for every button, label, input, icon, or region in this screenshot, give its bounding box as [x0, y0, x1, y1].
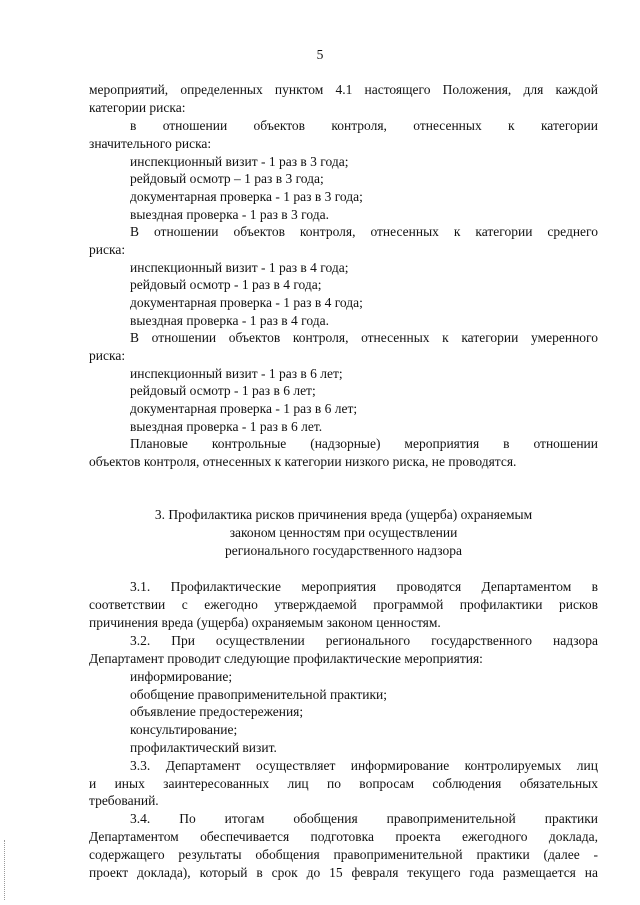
text-line: категории риска: [89, 100, 186, 115]
list-item: документарная проверка - 1 раз в 4 года; [130, 295, 363, 310]
section-heading: регионального государственного надзора [224, 543, 463, 558]
list-item: документарная проверка - 1 раз в 6 лет; [130, 401, 358, 416]
list-item: инспекционный визит - 1 раз в 3 года; [130, 154, 349, 169]
text-line: требований. [89, 793, 159, 808]
text-line: В отношении объектов контроля, отнесенных к категории среднего [130, 224, 598, 239]
text-line: мероприятий, определенных пунктом 4.1 настоящего Положения, для каждой [89, 82, 598, 97]
text-line: значительного риска: [89, 136, 212, 151]
list-item: информирование; [130, 669, 233, 684]
list-item: инспекционный визит - 1 раз в 4 года; [130, 260, 349, 275]
text-line: Плановые контрольные (надзорные) мероприятия в отношении [130, 436, 598, 451]
text-line: 3.4. По итогам обобщения правоприменительной практики [130, 811, 598, 826]
text-line: причинения вреда (ущерба) охраняемым законом ценностям. [89, 615, 441, 630]
text-line: 3.3. Департамент осуществляет информирование контролируемых лиц [130, 758, 598, 773]
list-item: выездная проверка - 1 раз в 6 лет. [130, 419, 323, 434]
text-line: 3.2. При осуществлении регионального государственного надзора [130, 633, 598, 648]
text-line: Департаментом обеспечивается подготовка проекта ежегодного доклада, [89, 829, 598, 844]
list-item: консультирование; [130, 722, 238, 737]
section-heading: законом ценностям при осуществлении [229, 525, 458, 540]
text-line: и иных заинтересованных лиц по вопросам соблюдения обязательных [89, 776, 598, 791]
list-item: выездная проверка - 1 раз в 4 года. [130, 313, 329, 328]
text-line: риска: [89, 242, 126, 257]
section-heading: 3. Профилактика рисков причинения вреда (ущерба) охраняемым [154, 507, 533, 522]
list-item: выездная проверка - 1 раз в 3 года. [130, 207, 329, 222]
list-item: документарная проверка - 1 раз в 3 года; [130, 189, 363, 204]
text-line: соответствии с ежегодно утверждаемой программой профилактики рисков [89, 597, 598, 612]
text-line: риска: [89, 348, 126, 363]
list-item: профилактический визит. [130, 740, 277, 755]
list-item: инспекционный визит - 1 раз в 6 лет; [130, 366, 343, 381]
list-item: рейдовый осмотр - 1 раз в 6 лет; [130, 383, 316, 398]
list-item: рейдовый осмотр – 1 раз в 3 года; [130, 171, 324, 186]
text-line: 3.1. Профилактические мероприятия проводятся Департаментом в [130, 579, 598, 594]
scan-margin-mark [4, 840, 7, 900]
text-line: содержащего результаты обобщения правоприменительной практики (далее - [89, 847, 598, 862]
text-line: Департамент проводит следующие профилактические мероприятия: [89, 651, 483, 666]
list-item: рейдовый осмотр - 1 раз в 4 года; [130, 277, 322, 292]
text-line: объектов контроля, отнесенных к категории низкого риска, не проводятся. [89, 454, 517, 469]
page-number: 5 [316, 47, 324, 62]
text-line: проект доклада), который в срок до 15 февраля текущего года размещается на [89, 865, 598, 880]
text-line: в отношении объектов контроля, отнесенных к категории [130, 118, 598, 133]
list-item: обобщение правоприменительной практики; [130, 687, 387, 702]
text-line: В отношении объектов контроля, отнесенных к категории умеренного [130, 330, 598, 345]
list-item: объявление предостережения; [130, 704, 304, 719]
